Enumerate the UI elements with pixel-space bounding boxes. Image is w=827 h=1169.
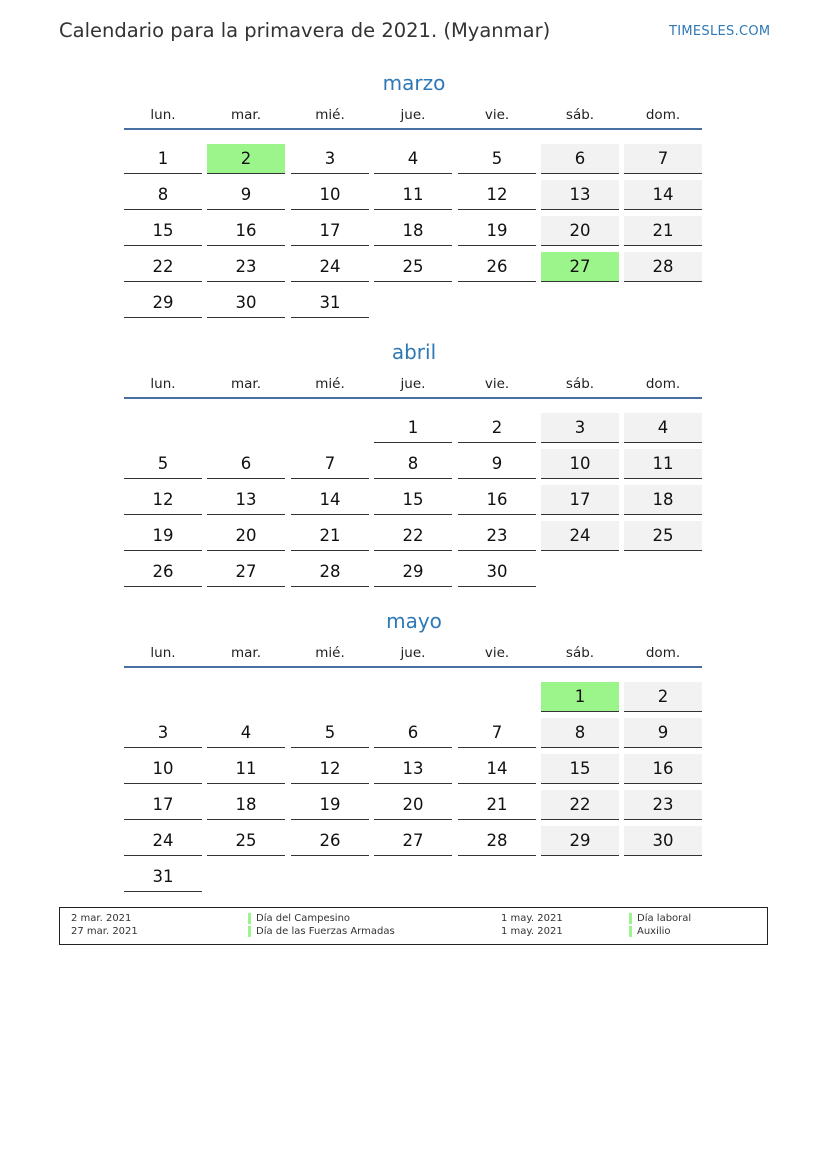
day-cell: 20 xyxy=(207,521,285,551)
legend-holiday: Día laboral xyxy=(637,913,692,924)
weekday-header: mar. xyxy=(230,645,262,661)
day-cell: 14 xyxy=(458,754,536,784)
weekday-header: mié. xyxy=(315,107,345,123)
day-cell: 17 xyxy=(541,485,619,515)
weekday-header: mar. xyxy=(230,107,262,123)
legend-holiday: Día del Campesino xyxy=(256,913,351,924)
day-cell: 4 xyxy=(374,144,452,174)
month-title: mayo xyxy=(386,609,442,633)
day-cell: 7 xyxy=(458,718,536,748)
day-cell: 19 xyxy=(124,521,202,551)
day-cell: 3 xyxy=(124,718,202,748)
month-title: marzo xyxy=(382,71,446,95)
day-cell: 22 xyxy=(374,521,452,551)
day-cell: 18 xyxy=(374,216,452,246)
day-cell: 24 xyxy=(541,521,619,551)
weekday-header: vie. xyxy=(484,107,510,123)
day-cell: 31 xyxy=(291,288,369,318)
day-cell: 27 xyxy=(374,826,452,856)
weekday-header: jue. xyxy=(400,107,426,123)
day-cell: 25 xyxy=(374,252,452,282)
day-cell: 29 xyxy=(541,826,619,856)
brand-link[interactable]: TIMESLES.COM xyxy=(669,24,771,39)
day-cell: 5 xyxy=(124,449,202,479)
day-cell: 16 xyxy=(624,754,702,784)
weekday-header: sáb. xyxy=(565,107,595,123)
day-cell: 25 xyxy=(624,521,702,551)
legend-date: 27 mar. 2021 xyxy=(71,926,138,937)
day-cell: 22 xyxy=(124,252,202,282)
day-cell: 26 xyxy=(458,252,536,282)
day-cell: 16 xyxy=(458,485,536,515)
holiday-day-cell: 2 xyxy=(207,144,285,174)
weekday-header: vie. xyxy=(484,645,510,661)
day-cell: 30 xyxy=(458,557,536,587)
day-cell: 6 xyxy=(541,144,619,174)
day-cell: 11 xyxy=(624,449,702,479)
day-cell: 29 xyxy=(124,288,202,318)
day-cell: 12 xyxy=(124,485,202,515)
day-cell: 17 xyxy=(124,790,202,820)
day-cell: 8 xyxy=(124,180,202,210)
header-rule xyxy=(124,397,702,399)
weekday-header: sáb. xyxy=(565,376,595,392)
day-cell: 17 xyxy=(291,216,369,246)
weekday-header: lun. xyxy=(150,645,176,661)
day-cell: 10 xyxy=(541,449,619,479)
legend-holiday: Auxilio xyxy=(637,926,671,937)
day-cell: 30 xyxy=(207,288,285,318)
day-cell: 9 xyxy=(624,718,702,748)
day-cell: 20 xyxy=(541,216,619,246)
day-cell: 13 xyxy=(541,180,619,210)
weekday-header: lun. xyxy=(150,376,176,392)
day-cell: 4 xyxy=(207,718,285,748)
day-cell: 21 xyxy=(624,216,702,246)
day-cell: 11 xyxy=(374,180,452,210)
day-cell: 15 xyxy=(124,216,202,246)
day-cell: 12 xyxy=(458,180,536,210)
day-cell: 11 xyxy=(207,754,285,784)
day-cell: 12 xyxy=(291,754,369,784)
holiday-day-cell: 27 xyxy=(541,252,619,282)
day-cell: 19 xyxy=(291,790,369,820)
day-cell: 2 xyxy=(624,682,702,712)
day-cell: 23 xyxy=(207,252,285,282)
holiday-legend xyxy=(59,907,768,945)
legend-date: 1 may. 2021 xyxy=(501,913,563,924)
weekday-header: dom. xyxy=(645,376,681,392)
legend-date: 1 may. 2021 xyxy=(501,926,563,937)
day-cell: 28 xyxy=(624,252,702,282)
page-title: Calendario para la primavera de 2021. (Myanmar) xyxy=(59,19,551,42)
day-cell: 26 xyxy=(124,557,202,587)
day-cell: 31 xyxy=(124,862,202,892)
day-cell: 9 xyxy=(207,180,285,210)
day-cell: 24 xyxy=(291,252,369,282)
day-cell: 5 xyxy=(458,144,536,174)
day-cell: 13 xyxy=(207,485,285,515)
header-rule xyxy=(124,666,702,668)
day-cell: 22 xyxy=(541,790,619,820)
day-cell: 2 xyxy=(458,413,536,443)
day-cell: 28 xyxy=(458,826,536,856)
day-cell: 27 xyxy=(207,557,285,587)
day-cell: 1 xyxy=(124,144,202,174)
day-cell: 23 xyxy=(458,521,536,551)
day-cell: 14 xyxy=(291,485,369,515)
day-cell: 7 xyxy=(291,449,369,479)
legend-marker xyxy=(629,913,632,924)
day-cell: 29 xyxy=(374,557,452,587)
day-cell: 13 xyxy=(374,754,452,784)
day-cell: 3 xyxy=(291,144,369,174)
day-cell: 21 xyxy=(458,790,536,820)
legend-date: 2 mar. 2021 xyxy=(71,913,132,924)
weekday-header: jue. xyxy=(400,645,426,661)
weekday-header: mar. xyxy=(230,376,262,392)
header-rule xyxy=(124,128,702,130)
day-cell: 15 xyxy=(374,485,452,515)
day-cell: 8 xyxy=(374,449,452,479)
day-cell: 4 xyxy=(624,413,702,443)
weekday-header: mié. xyxy=(315,645,345,661)
day-cell: 18 xyxy=(624,485,702,515)
legend-holiday: Día de las Fuerzas Armadas xyxy=(256,926,395,937)
day-cell: 7 xyxy=(624,144,702,174)
day-cell: 16 xyxy=(207,216,285,246)
day-cell: 20 xyxy=(374,790,452,820)
day-cell: 3 xyxy=(541,413,619,443)
weekday-header: sáb. xyxy=(565,645,595,661)
day-cell: 18 xyxy=(207,790,285,820)
day-cell: 6 xyxy=(374,718,452,748)
day-cell: 26 xyxy=(291,826,369,856)
day-cell: 15 xyxy=(541,754,619,784)
weekday-header: mié. xyxy=(315,376,345,392)
weekday-header: dom. xyxy=(645,645,681,661)
weekday-header: vie. xyxy=(484,376,510,392)
day-cell: 24 xyxy=(124,826,202,856)
month-title: abril xyxy=(391,340,437,364)
weekday-header: jue. xyxy=(400,376,426,392)
day-cell: 1 xyxy=(374,413,452,443)
day-cell: 14 xyxy=(624,180,702,210)
day-cell: 30 xyxy=(624,826,702,856)
day-cell: 10 xyxy=(291,180,369,210)
day-cell: 23 xyxy=(624,790,702,820)
weekday-header: dom. xyxy=(645,107,681,123)
legend-marker xyxy=(629,926,632,937)
day-cell: 25 xyxy=(207,826,285,856)
day-cell: 5 xyxy=(291,718,369,748)
day-cell: 19 xyxy=(458,216,536,246)
weekday-header: lun. xyxy=(150,107,176,123)
day-cell: 9 xyxy=(458,449,536,479)
day-cell: 8 xyxy=(541,718,619,748)
legend-marker xyxy=(248,913,251,924)
holiday-day-cell: 1 xyxy=(541,682,619,712)
day-cell: 6 xyxy=(207,449,285,479)
day-cell: 28 xyxy=(291,557,369,587)
day-cell: 21 xyxy=(291,521,369,551)
day-cell: 10 xyxy=(124,754,202,784)
legend-marker xyxy=(248,926,251,937)
